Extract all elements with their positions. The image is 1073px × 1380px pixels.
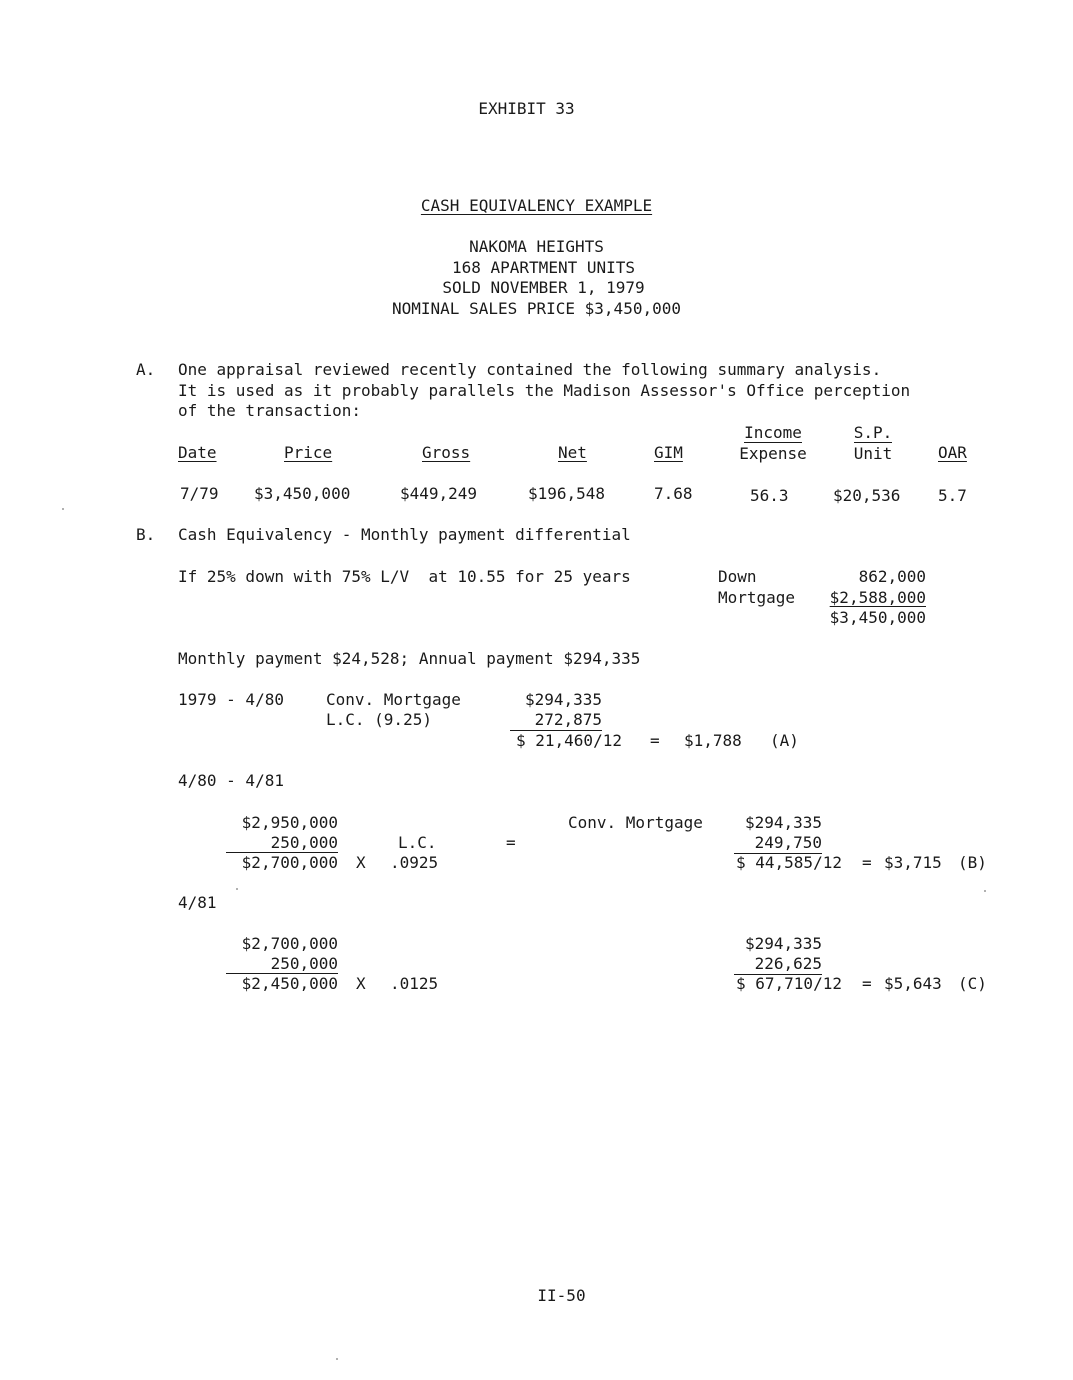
subtitle-line-3: SOLD NOVEMBER 1, 1979 <box>442 278 645 297</box>
scan-speck <box>62 508 64 510</box>
row-sp-unit: $20,536 <box>833 486 901 505</box>
mortgage-label: Mortgage <box>718 588 796 607</box>
section-a-text-line-1: One appraisal reviewed recently contained the following summary analysis. <box>178 360 882 379</box>
period-1-difference: $ 21,460/12 <box>516 731 622 750</box>
financing-terms: If 25% down with 75% L/V at 10.55 for 25 years <box>178 567 631 586</box>
period-2-equals: = <box>506 833 516 852</box>
section-a-label: A. <box>136 360 156 379</box>
scan-speck <box>984 890 986 892</box>
period-3-lc-value: 226,625 <box>734 954 822 975</box>
period-2-rate: .0925 <box>390 853 439 872</box>
period-2-less: 250,000 <box>270 833 338 852</box>
down-label: Down <box>718 567 757 586</box>
period-2-lc-value: 249,750 <box>734 833 822 854</box>
subtitle-line-4: NOMINAL SALES PRICE $3,450,000 <box>392 299 681 318</box>
subtitle-line-1: NAKOMA HEIGHTS <box>469 237 604 256</box>
payment-summary: Monthly payment $24,528; Annual payment $294,335 <box>178 649 641 668</box>
header-date: Date <box>178 443 217 462</box>
section-a-text-line-3: of the transaction: <box>178 401 362 420</box>
period-2-base: $2,950,000 <box>241 813 338 832</box>
period-2-conv-label: Conv. Mortgage <box>568 813 703 832</box>
period-2-net: $2,700,000 <box>226 852 338 873</box>
section-b-title: Cash Equivalency - Monthly payment differential <box>178 525 631 544</box>
period-1-lc-value: 272,875 <box>510 710 602 731</box>
page-number: II-50 <box>537 1286 586 1305</box>
period-2-label: 4/80 - 4/81 <box>178 771 284 790</box>
period-1-conv-value: $294,335 <box>524 690 602 709</box>
period-2-difference: $ 44,585/12 <box>736 853 842 872</box>
mortgage-value: $2,588,000 <box>829 588 926 607</box>
period-3-base: $2,700,000 <box>241 934 338 953</box>
period-2-times: X <box>356 853 366 872</box>
page-title-text: CASH EQUIVALENCY EXAMPLE <box>420 196 653 215</box>
row-income-expense: 56.3 <box>750 486 789 505</box>
header-price: Price <box>284 443 333 462</box>
header-income: Income <box>744 423 802 442</box>
subtitle-line-2: 168 APARTMENT UNITS <box>451 258 636 277</box>
period-1-equals: = <box>650 731 660 750</box>
exhibit-number: EXHIBIT 33 <box>478 99 575 118</box>
period-2-tag: (B) <box>958 853 987 872</box>
period-3-rate: .0125 <box>390 974 439 993</box>
period-2-conv-value: $294,335 <box>744 813 822 832</box>
period-3-result: $5,643 <box>884 974 942 993</box>
period-3-tag: (C) <box>958 974 987 993</box>
header-net: Net <box>558 443 587 462</box>
period-3-label: 4/81 <box>178 893 217 912</box>
period-3-conv-value: $294,335 <box>744 934 822 953</box>
period-2-result: $3,715 <box>884 853 942 872</box>
period-2-lc-label: L.C. <box>398 833 437 852</box>
down-value: 862,000 <box>858 567 926 586</box>
scan-speck <box>236 888 238 890</box>
period-3-eq: = <box>862 974 872 993</box>
period-1-result: $1,788 <box>684 731 742 750</box>
header-sp: S.P. <box>853 423 893 442</box>
header-oar: OAR <box>938 443 967 462</box>
period-2-eq: = <box>862 853 872 872</box>
row-gim: 7.68 <box>654 484 693 503</box>
header-gim: GIM <box>654 443 683 462</box>
period-3-less: 250,000 <box>270 954 338 973</box>
period-3-net: $2,450,000 <box>226 973 338 994</box>
row-gross: $449,249 <box>400 484 478 503</box>
period-3-times: X <box>356 974 366 993</box>
period-3-difference: $ 67,710/12 <box>736 974 842 993</box>
header-gross: Gross <box>422 443 471 462</box>
scan-speck <box>336 1358 338 1360</box>
period-1-label: 1979 - 4/80 <box>178 690 284 709</box>
section-a-text-line-2: It is used as it probably parallels the Madison Assessor's Office perception <box>178 381 911 400</box>
row-oar: 5.7 <box>938 486 967 505</box>
row-net: $196,548 <box>528 484 606 503</box>
row-date: 7/79 <box>180 484 219 503</box>
header-unit: Unit <box>853 444 893 463</box>
header-expense: Expense <box>739 444 807 463</box>
financing-total: $3,450,000 <box>829 608 926 627</box>
page-title <box>0 196 1073 216</box>
section-b-label: B. <box>136 525 156 544</box>
period-1-tag: (A) <box>770 731 799 750</box>
period-1-lc-label: L.C. (9.25) <box>326 710 432 729</box>
period-1-conv-label: Conv. Mortgage <box>326 690 461 709</box>
row-price: $3,450,000 <box>254 484 351 503</box>
